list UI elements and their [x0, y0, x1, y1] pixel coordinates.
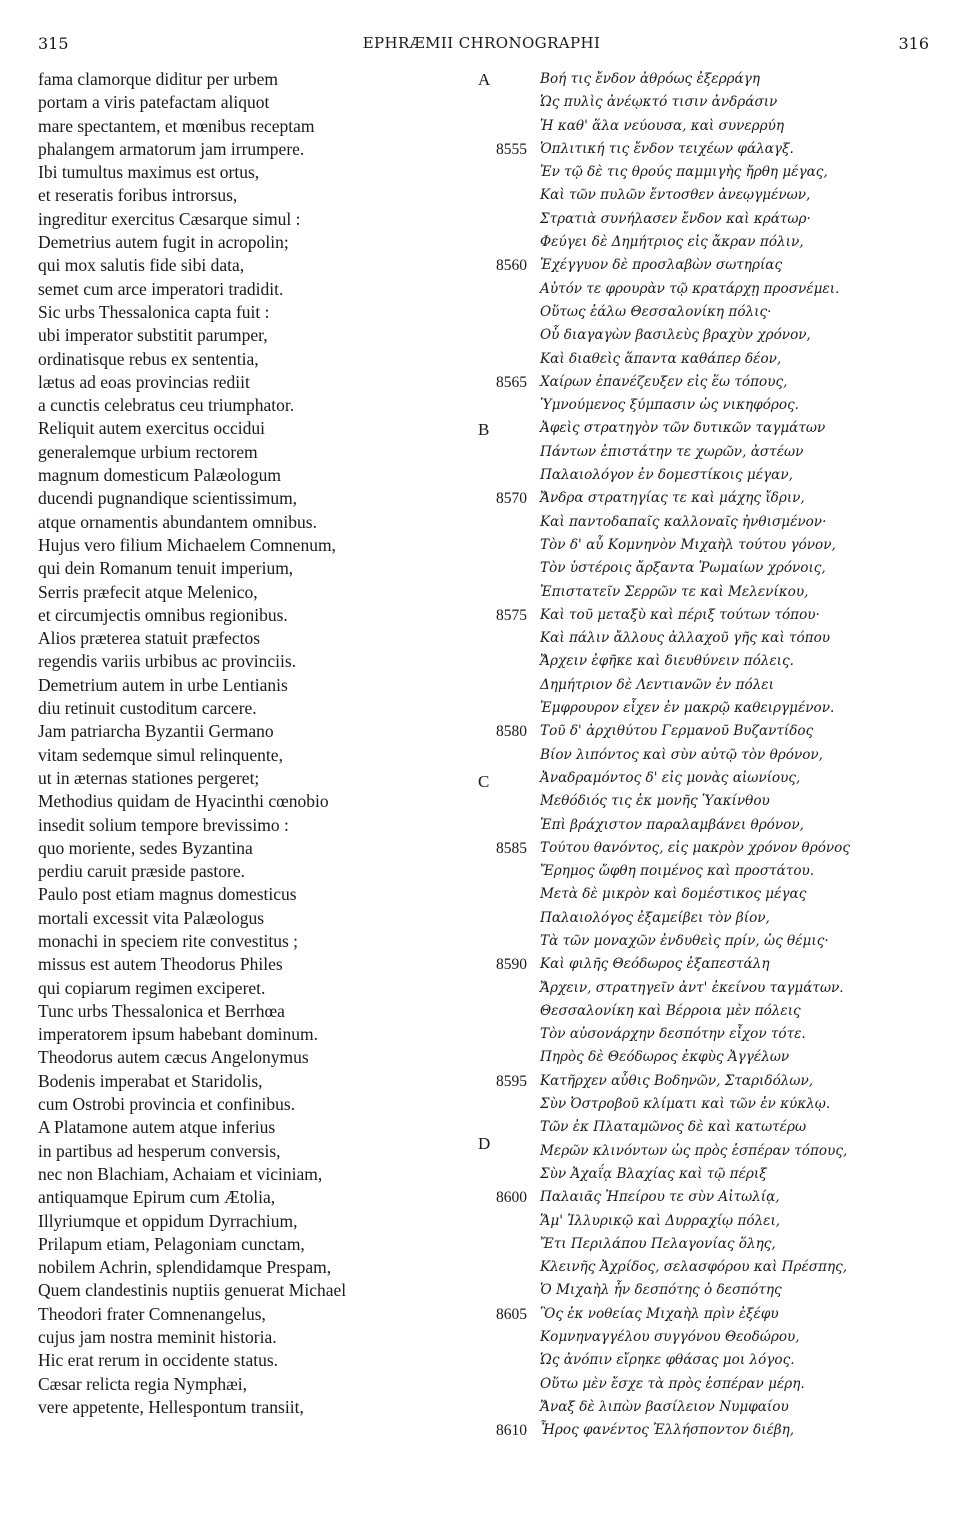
greek-line: [472, 814, 942, 837]
greek-verse: Βοή τις ἔνδον ἀθρόως ἐξερράγη: [540, 71, 761, 87]
running-header: [0, 34, 963, 58]
greek-line: [472, 441, 942, 464]
latin-line: regendis variis urbibus ac provinciis.: [38, 651, 297, 672]
margin-marker-b: B: [478, 420, 490, 439]
greek-verse: Πάντων ἐπιστάτην τε χωρῶν, ἀστέων: [540, 443, 804, 460]
greek-line: [472, 1233, 942, 1256]
latin-line: insedit solium tempore brevissimo :: [38, 814, 289, 835]
greek-verse: Τῶν ἐκ Πλαταμῶνος δὲ καὶ κατωτέρω: [540, 1119, 807, 1136]
latin-line: Jam patriarcha Byzantii Germano: [38, 721, 274, 742]
latin-line: portam a viris patefactam aliquot: [38, 92, 270, 113]
greek-line: [472, 1186, 942, 1209]
greek-verse: Κομνηναγγέλου συγγόνου Θεοδώρου,: [540, 1329, 800, 1346]
greek-line: [472, 604, 942, 627]
greek-line: [472, 1396, 942, 1419]
greek-line: [472, 720, 942, 743]
latin-line: Paulo post etiam magnus domesticus: [38, 884, 297, 905]
latin-line: perdiu caruit præside pastore.: [38, 861, 246, 882]
latin-line: atque ornamentis abundantem omnibus.: [38, 511, 317, 532]
greek-verse: Δημήτριον δὲ Λεντιανῶν ἐν πόλει: [540, 676, 774, 693]
greek-line: [472, 1349, 942, 1372]
latin-line: missus est autem Theodorus Philes: [38, 954, 283, 975]
latin-line: qui mox salutis fide sibi data,: [38, 255, 245, 276]
greek-line: [472, 1210, 942, 1233]
greek-verse: Φεύγει δὲ Δημήτριος εἰς ἄκραν πόλιν,: [540, 234, 804, 251]
greek-line: [472, 231, 942, 254]
greek-verse: Ὃς ἐκ νοθείας Μιχαὴλ πρὶν ἐξέφυ: [540, 1305, 779, 1322]
greek-line: [472, 1373, 942, 1396]
greek-verse: Κατῆρχεν αὖθις Βοδηνῶν, Σταριδόλων,: [540, 1072, 814, 1089]
greek-line: [472, 91, 942, 114]
greek-line: [472, 487, 942, 510]
greek-verse: Καὶ φιλῆς Θεόδωρος ἐξαπεστάλη: [540, 956, 770, 973]
greek-verse: Παλαιᾶς Ἠπείρου τε σὺν Αἰτωλίᾳ,: [540, 1189, 780, 1206]
greek-line: [472, 208, 942, 231]
greek-verse: Τὰ τῶν μοναχῶν ἐνδυθεὶς πρίν, ὡς θέμις·: [540, 932, 829, 949]
line-number: 8605: [496, 1305, 527, 1323]
greek-line: [472, 1256, 942, 1279]
greek-line: [472, 1140, 942, 1163]
latin-line: in partibus ad hesperum conversis,: [38, 1140, 281, 1161]
line-number: 8555: [496, 140, 527, 158]
greek-line: [472, 1419, 942, 1442]
greek-line: [472, 161, 942, 184]
latin-line: Theodorus autem cæcus Angelonymus: [38, 1047, 309, 1068]
latin-line: lætus ad eoas provincias rediit: [38, 371, 250, 392]
greek-line: [472, 953, 942, 976]
greek-line: [472, 1070, 942, 1093]
latin-line: ubi imperator substitit parumper,: [38, 325, 268, 346]
greek-verse: Σὺν Ἀχαΐᾳ Βλαχίας καὶ τῷ πέριξ: [540, 1165, 767, 1182]
latin-line: qui dein Romanum tenuit imperium,: [38, 558, 294, 579]
greek-verse: Ὑμνούμενος ξύμπασιν ὡς νικηφόρος.: [540, 397, 799, 414]
latin-line: Reliquit autem exercitus occidui: [38, 418, 265, 439]
line-number: 8560: [496, 257, 527, 275]
greek-verse: Τοῦ δ' ἀρχιθύτου Γερμανοῦ Βυζαντίδος: [540, 723, 814, 740]
latin-line: Theodori frater Comnenangelus,: [38, 1303, 266, 1324]
greek-verse: Ἐπὶ βράχιστον παραλαμβάνει θρόνον,: [540, 816, 804, 833]
latin-line: Bodenis imperabat et Staridolis,: [38, 1070, 263, 1091]
margin-marker-d: D: [478, 1134, 491, 1153]
latin-line: ordinatisque rebus ex sententia,: [38, 348, 259, 369]
greek-verse: Ἅμ' Ἰλλυρικῷ καὶ Δυρραχίῳ πόλει,: [540, 1212, 781, 1229]
greek-verse: Καὶ τῶν πυλῶν ἔντοσθεν ἀνεῳγμένων,: [540, 187, 811, 204]
greek-line: [472, 138, 942, 161]
latin-line: ut in æternas stationes pergeret;: [38, 767, 260, 788]
greek-verse: Στρατιὰ συνήλασεν ἔνδον καὶ κράτωρ·: [540, 210, 811, 227]
greek-column: [472, 68, 942, 1443]
greek-verse: Μετὰ δὲ μικρὸν καὶ δομέστικος μέγας: [540, 886, 807, 903]
latin-line: a cunctis celebratus ceu triumphator.: [38, 395, 295, 416]
greek-line: [472, 977, 942, 1000]
latin-line: antiquamque Epirum cum Ætolia,: [38, 1187, 276, 1208]
line-number: 8610: [496, 1422, 527, 1440]
greek-verse: Τὸν αὐσονάρχην δεσπότην εἶχον τότε.: [540, 1026, 806, 1043]
margin-marker-a: A: [478, 70, 491, 89]
greek-verse: Ὁ Μιχαὴλ ἦν δεσπότης ὁ δεσπότης: [540, 1282, 782, 1299]
greek-verse: Παλαιολόγον ἐν δομεστίκοις μέγαν,: [540, 467, 793, 484]
greek-verse: Ἀφεὶς στρατηγὸν τῶν δυτικῶν ταγμάτων: [540, 420, 826, 437]
greek-line: [472, 1279, 942, 1302]
latin-line: vere appetente, Hellespontum transiit,: [38, 1396, 304, 1417]
greek-verse: Καὶ διαθεὶς ἅπαντα καθάπερ δέον,: [540, 350, 782, 367]
latin-line: Prilapum etiam, Pelagoniam cunctam,: [38, 1233, 305, 1254]
latin-line: Demetrium autem in urbe Lentianis: [38, 674, 288, 695]
greek-verse: Μερῶν κλινόντων ὡς πρὸς ἑσπέραν τόπους,: [540, 1142, 848, 1159]
latin-line: nobilem Achrin, splendidamque Prespam,: [38, 1257, 332, 1278]
greek-verse: Σὺν Ὀστροβοῦ κλίματι καὶ τῶν ἐν κύκλῳ.: [540, 1096, 831, 1113]
greek-verse: Ἔρημος ὤφθη ποιμένος καὶ προστάτου.: [540, 863, 815, 880]
greek-verse: Ἡ καθ' ἅλα νεύουσα, καὶ συνερρύη: [540, 117, 785, 134]
greek-verse: Καὶ τοῦ μεταξὺ καὶ πέριξ τούτων τόπου·: [540, 606, 820, 623]
greek-line: [472, 371, 942, 394]
latin-column: [38, 68, 438, 1419]
greek-verse: Παλαιολόγος ἐξαμείβει τὸν βίον,: [540, 909, 770, 926]
greek-line: [472, 1326, 942, 1349]
greek-line: [472, 697, 942, 720]
greek-line: [472, 511, 942, 534]
greek-line: [472, 674, 942, 697]
greek-verse: Οὕτω μὲν ἔσχε τὰ πρὸς ἑσπέραν μέρη.: [540, 1375, 805, 1392]
greek-verse: Ἄρχειν, στρατηγεῖν ἀντ' ἐκείνου ταγμάτων.: [540, 979, 844, 996]
greek-verse: Τὸν δ' αὖ Κομνηνὸν Μιχαὴλ τούτου γόνον,: [540, 536, 836, 553]
greek-line: [472, 883, 942, 906]
line-number: 8565: [496, 373, 527, 391]
greek-verse: Θεσσαλονίκη καὶ Βέρροια μὲν πόλεις: [540, 1002, 801, 1019]
greek-verse: Οὗ διαγαγὼν βασιλεὺς βραχὺν χρόνον,: [540, 327, 811, 344]
latin-line: cum Ostrobi provincia et confinibus.: [38, 1094, 296, 1115]
latin-line: A Platamone autem atque inferius: [38, 1117, 276, 1138]
greek-verse: Ἄρχειν ἐφῆκε καὶ διευθύνειν πόλεις.: [540, 653, 794, 670]
line-number: 8595: [496, 1072, 527, 1090]
greek-verse: Αὐτόν τε φρουρὰν τῷ κρατάρχῃ προσνέμει.: [540, 280, 840, 297]
latin-line: quo moriente, sedes Byzantina: [38, 837, 253, 858]
greek-verse: Ἐμφρουρον εἶχεν ἐν μακρῷ καθειργμένον.: [540, 700, 835, 717]
greek-line: [472, 581, 942, 604]
page-number-left: 315: [38, 34, 69, 53]
greek-verse: Ὡς ἀνόπιν εἴρηκε φθάσας μοι λόγος.: [540, 1352, 795, 1369]
greek-line: [472, 790, 942, 813]
latin-line: Methodius quidam de Hyacinthi cœnobio: [38, 791, 329, 812]
greek-verse: Τὸν ὑστέροις ἄρξαντα Ῥωμαίων χρόνοις,: [540, 560, 826, 577]
latin-line: Cæsar relicta regia Nymphæi,: [38, 1373, 247, 1394]
latin-line: vitam sedemque simul relinquente,: [38, 744, 283, 765]
greek-line: [472, 744, 942, 767]
greek-verse: Ἔτι Περιλάπου Πελαγονίας ὅλης,: [540, 1235, 776, 1252]
latin-line: diu retinuit custoditum carcere.: [38, 698, 257, 719]
greek-verse: Καὶ παντοδαπαῖς καλλοναῖς ἠνθισμένον·: [540, 513, 827, 530]
greek-verse: Μεθόδιός τις ἐκ μονῆς Ὑακίνθου: [540, 793, 770, 810]
latin-line: Demetrius autem fugit in acropolin;: [38, 232, 289, 253]
greek-verse: Τούτου θανόντος, εἰς μακρὸν χρόνον θρόνος: [540, 839, 850, 856]
greek-line: [472, 627, 942, 650]
latin-line: phalangem armatorum jam irrumpere.: [38, 138, 305, 159]
greek-line: [472, 837, 942, 860]
latin-line: mortali excessit vita Palæologus: [38, 907, 265, 928]
greek-line: [472, 767, 942, 790]
greek-line: [472, 1093, 942, 1116]
greek-line: [472, 464, 942, 487]
greek-line: [472, 324, 942, 347]
latin-line: Hujus vero filium Michaelem Comnenum,: [38, 534, 336, 555]
greek-verse: Ἦρος φανέντος Ἑλλήσποντον διέβη,: [540, 1422, 795, 1439]
latin-line: generalemque urbium rectorem: [38, 441, 258, 462]
line-number: 8590: [496, 956, 527, 974]
latin-line: nec non Blachiam, Achaiam et viciniam,: [38, 1163, 323, 1184]
greek-line: [472, 1116, 942, 1139]
latin-line: et circumjectis omnibus regionibus.: [38, 604, 288, 625]
latin-line: Ibi tumultus maximus est ortus,: [38, 162, 260, 183]
latin-line: qui copiarum regimen exciperet.: [38, 977, 266, 998]
latin-line: magnum domesticum Palæologum: [38, 465, 282, 486]
greek-line: [472, 1163, 942, 1186]
latin-line: Hic erat rerum in occidente status.: [38, 1350, 279, 1371]
latin-line: mare spectantem, et mœnibus receptam: [38, 115, 315, 136]
greek-verse: Ὡς πυλὶς ἀνέῳκτό τισιν ἀνδράσιν: [540, 94, 778, 111]
latin-line: monachi in speciem rite convestitus ;: [38, 930, 299, 951]
greek-verse: Ἄνδρα στρατηγίας τε καὶ μάχης ἴδριν,: [540, 490, 805, 507]
greek-line: [472, 650, 942, 673]
greek-line: [472, 1303, 942, 1326]
greek-line: [472, 115, 942, 138]
latin-line: Alios præterea statuit præfectos: [38, 628, 261, 649]
latin-line: Quem clandestinis nuptiis genuerat Michael: [38, 1280, 347, 1301]
latin-line: et reseratis foribus introrsus,: [38, 185, 238, 206]
greek-line: [472, 1023, 942, 1046]
latin-line: ducendi pugnandique scientissimum,: [38, 488, 298, 509]
greek-line: [472, 860, 942, 883]
line-number: 8575: [496, 606, 527, 624]
page-number-right: 316: [898, 34, 929, 53]
latin-line: fama clamorque diditur per urbem: [38, 69, 279, 89]
latin-line: semet cum arce imperatori tradidit.: [38, 278, 284, 299]
greek-line: [472, 394, 942, 417]
latin-line: Sic urbs Thessalonica capta fuit :: [38, 301, 270, 322]
latin-line: ingreditur exercitus Cæsarque simul :: [38, 208, 301, 229]
greek-line: [472, 1046, 942, 1069]
greek-verse: Πηρὸς δὲ Θεόδωρος ἐκφὺς Ἀγγέλων: [540, 1049, 790, 1066]
greek-verse: Ἐν τῷ δὲ τις θρούς παμμιγὴς ἤρθη μέγας,: [540, 164, 828, 181]
greek-verse: Ὁπλιτική τις ἔνδον τειχέων φάλαγξ.: [540, 140, 794, 157]
greek-line: [472, 278, 942, 301]
greek-line: [472, 301, 942, 324]
latin-line: Illyriumque et oppidum Dyrrachium,: [38, 1210, 298, 1231]
greek-verse: Καὶ πάλιν ἄλλους ἀλλαχοῦ γῆς καὶ τόπου: [540, 630, 831, 647]
greek-verse: Βίον λιπόντος καὶ σὺν αὐτῷ τὸν θρόνον,: [540, 746, 823, 763]
latin-line: cujus jam nostra meminit historia.: [38, 1327, 277, 1348]
greek-verse: Κλεινῆς Ἀχρίδος, σελασφόρου καὶ Πρέσπης,: [540, 1259, 848, 1276]
greek-line: [472, 557, 942, 580]
greek-line: [472, 534, 942, 557]
greek-line: [472, 1000, 942, 1023]
greek-line: [472, 254, 942, 277]
greek-line: [472, 930, 942, 953]
greek-line: [472, 184, 942, 207]
latin-line: Serris præfecit atque Melenico,: [38, 581, 258, 602]
greek-line: [472, 348, 942, 371]
greek-line: [472, 68, 942, 91]
line-number: 8580: [496, 723, 527, 741]
running-title: EPHRÆMII CHRONOGRAPHI: [362, 34, 601, 52]
line-number: 8600: [496, 1189, 527, 1207]
greek-line: [472, 907, 942, 930]
greek-verse: Οὕτως ἑάλω Θεσσαλονίκη πόλις·: [540, 303, 772, 320]
greek-line: [472, 417, 942, 440]
line-number: 8585: [496, 839, 527, 857]
latin-line: imperatorem ipsum habebant dominum.: [38, 1024, 318, 1045]
greek-verse: Ἐχέγγυον δὲ προσλαβὼν σωτηρίας: [540, 257, 783, 274]
greek-verse: Χαίρων ἐπανέζευξεν εἰς ἕω τόπους,: [540, 373, 788, 390]
margin-marker-c: C: [478, 772, 490, 791]
line-number: 8570: [496, 490, 527, 508]
greek-verse: Ἐπιστατεῖν Σερρῶν τε καὶ Μελενίκου,: [540, 583, 809, 600]
greek-verse: Ἄναξ δὲ λιπὼν βασίλειον Νυμφαίου: [540, 1398, 789, 1415]
latin-line: Tunc urbs Thessalonica et Berrhœa: [38, 1000, 285, 1021]
greek-verse: Ἀναδραμόντος δ' εἰς μονὰς αἰωνίους,: [540, 769, 801, 786]
